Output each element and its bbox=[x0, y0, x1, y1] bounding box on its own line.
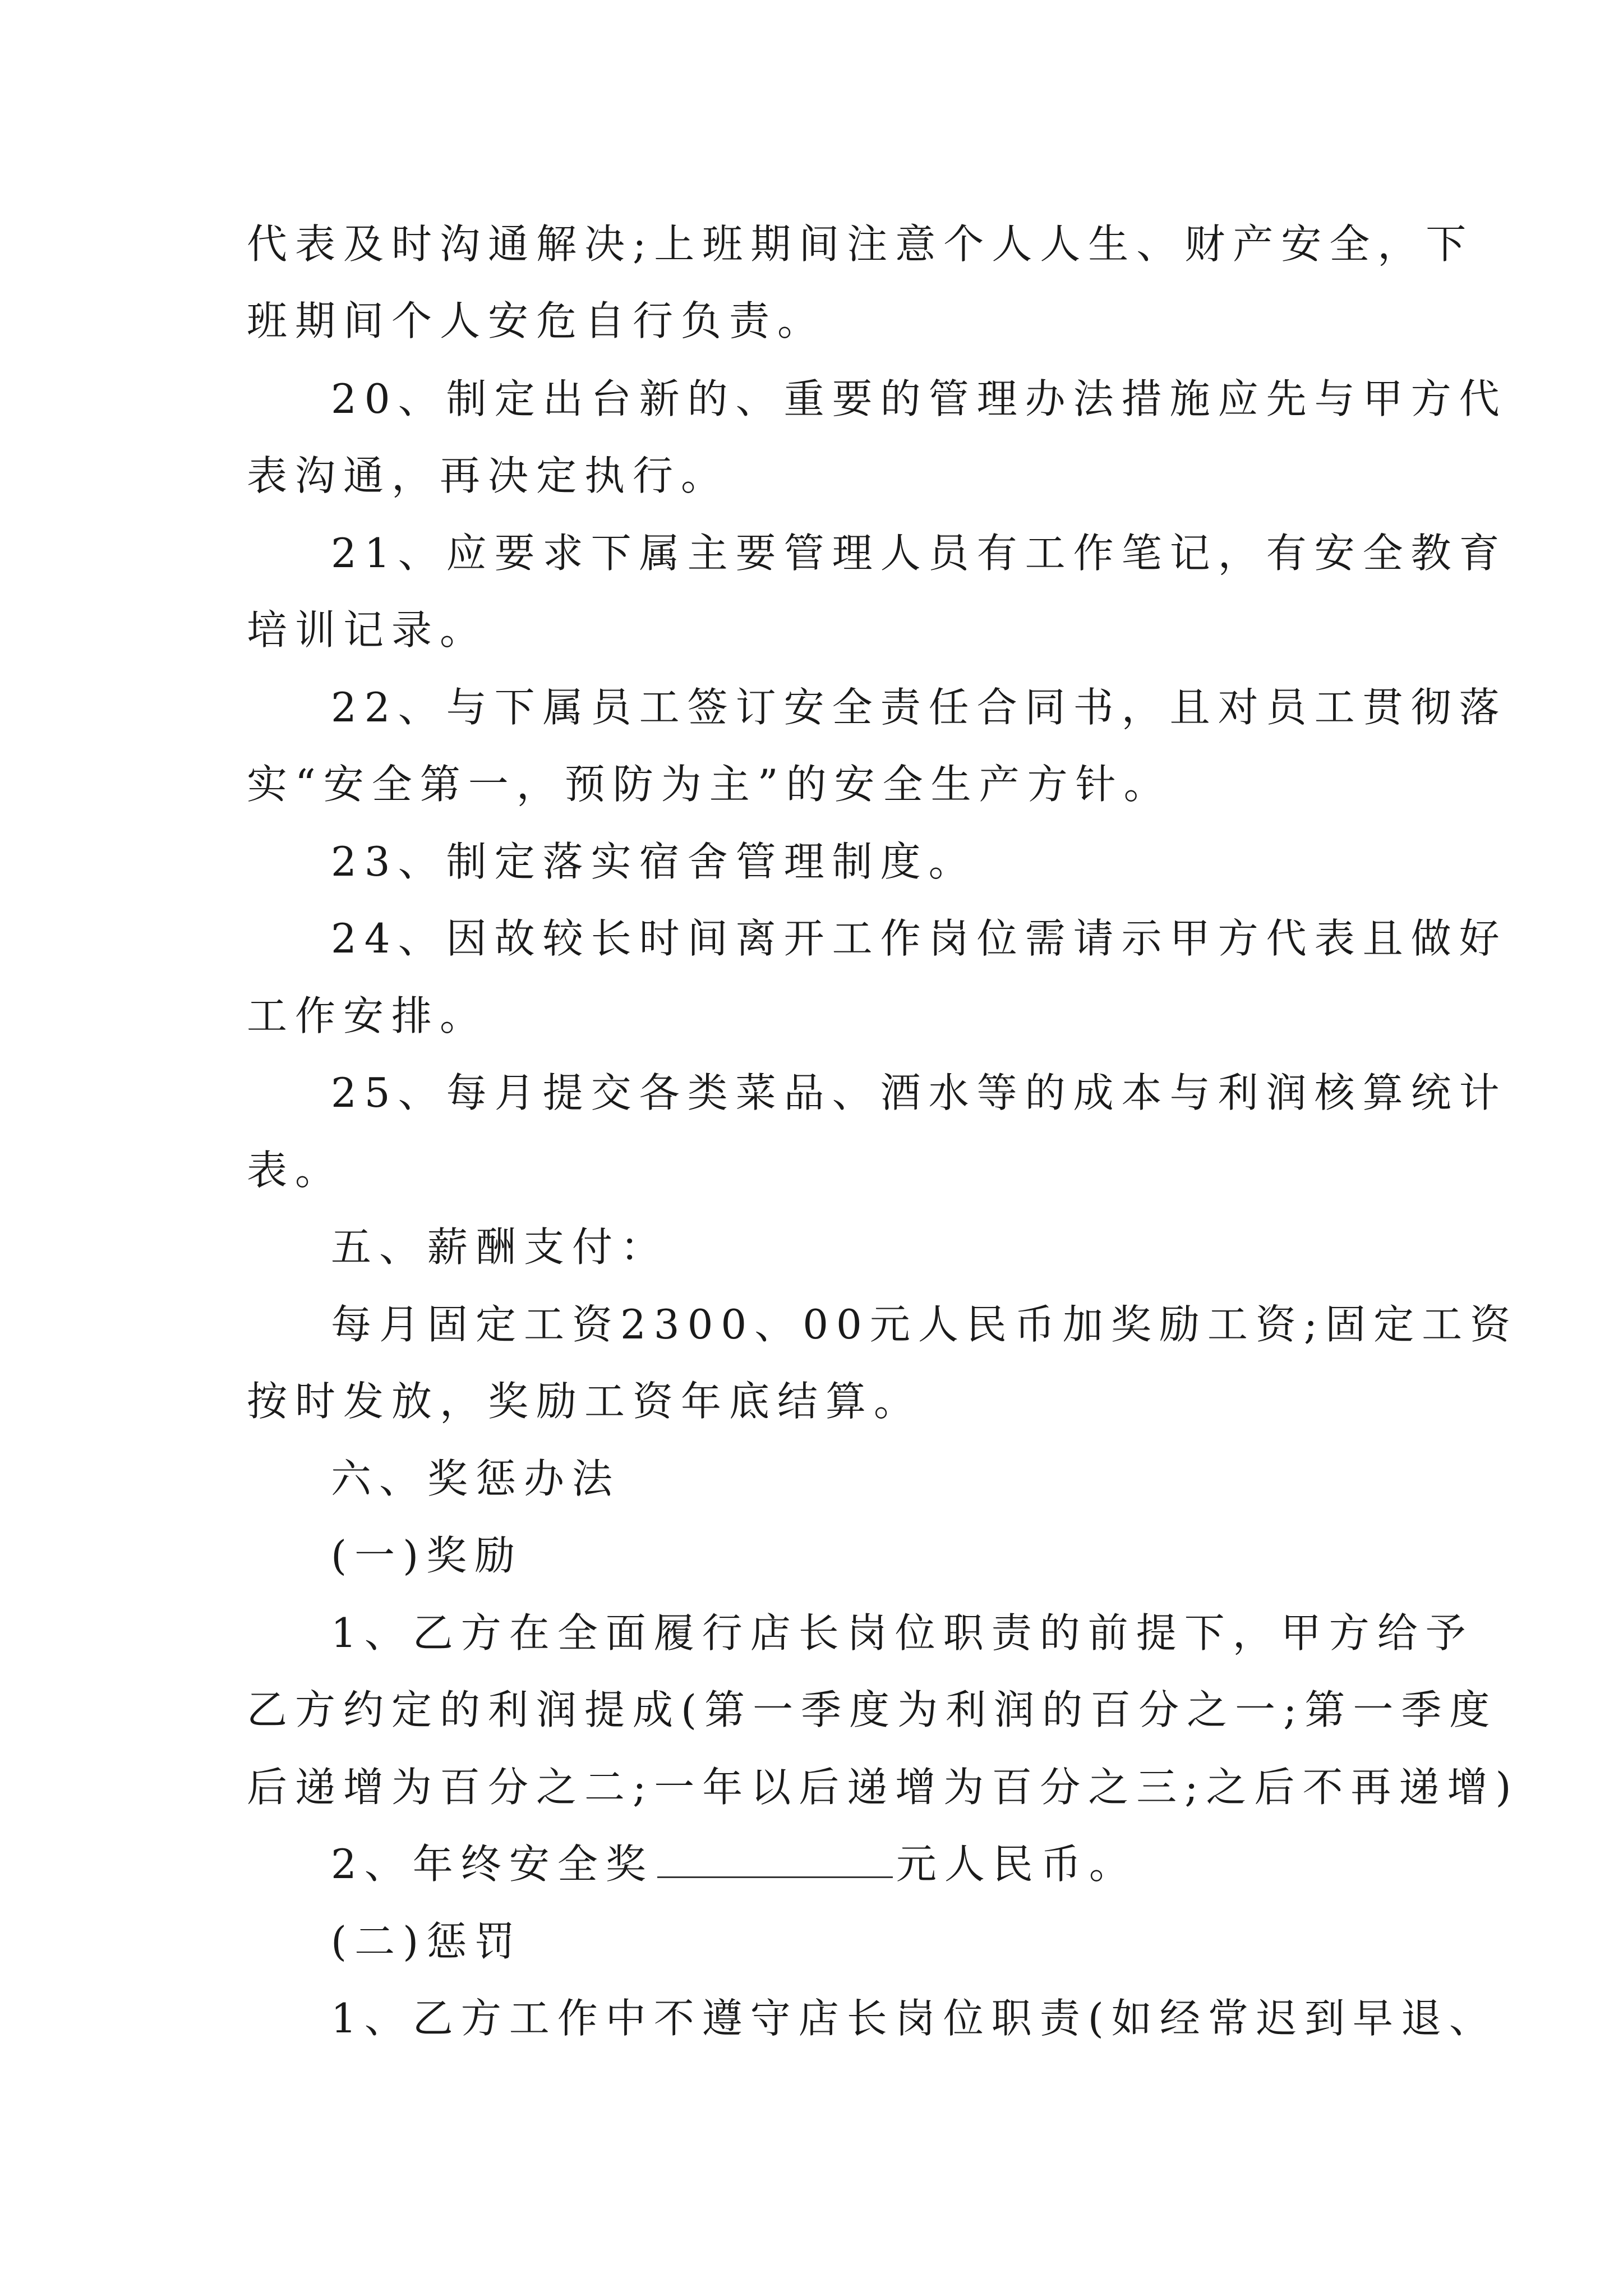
clause-23: 23、制定落实宿舍管理制度。 bbox=[331, 838, 977, 885]
section-heading-salary: 五、薪酬支付： bbox=[331, 1223, 669, 1271]
text-line: 代表及时沟通解决;上班期间注意个人人生、财产安全，下 bbox=[247, 220, 1474, 268]
text-line: 表。 bbox=[247, 1147, 344, 1194]
text-line: 按时发放，奖励工资年底结算。 bbox=[247, 1378, 923, 1425]
clause-21: 21、应要求下属主要管理人员有工作笔记，有安全教育 bbox=[331, 530, 1507, 577]
subsection-heading-reward: (一)奖励 bbox=[331, 1532, 523, 1579]
text-line: 每月固定工资2300、00元人民币加奖励工资;固定工资 bbox=[331, 1301, 1519, 1348]
text-line: 培训记录。 bbox=[247, 606, 488, 654]
reward-item-2-unit: 元人民币。 bbox=[896, 1841, 1137, 1888]
clause-24: 24、因故较长时间离开工作岗位需请示甲方代表且做好 bbox=[331, 915, 1507, 962]
subsection-heading-penalty: (二)惩罚 bbox=[331, 1918, 523, 1965]
text-line: 班期间个人安危自行负责。 bbox=[247, 297, 826, 344]
reward-item-2-label: 2、年终安全奖 bbox=[331, 1841, 654, 1888]
clause-20: 20、制定出台新的、重要的管理办法措施应先与甲方代 bbox=[331, 375, 1507, 422]
text-line: 工作安排。 bbox=[247, 992, 488, 1039]
text-line: 后递增为百分之二;一年以后递增为百分之三;之后不再递增) bbox=[247, 1764, 1519, 1811]
text-line: 乙方约定的利润提成(第一季度为利润的百分之一;第一季度 bbox=[247, 1686, 1498, 1733]
penalty-item-1: 1、乙方工作中不遵守店长岗位职责(如经常迟到早退、 bbox=[331, 1995, 1497, 2042]
text-line: 实“安全第一，预防为主”的安全生产方针。 bbox=[247, 761, 1172, 808]
reward-item-1: 1、乙方在全面履行店长岗位职责的前提下，甲方给予 bbox=[331, 1609, 1474, 1657]
clause-25: 25、每月提交各类菜品、酒水等的成本与利润核算统计 bbox=[331, 1069, 1507, 1116]
amount-blank[interactable] bbox=[657, 1843, 893, 1878]
section-heading-rewards: 六、奖惩办法 bbox=[331, 1455, 621, 1502]
text-line: 表沟通，再决定执行。 bbox=[247, 452, 730, 499]
clause-22: 22、与下属员工签订安全责任合同书，且对员工贯彻落 bbox=[331, 684, 1507, 731]
reward-item-2 bbox=[331, 1836, 1475, 1892]
